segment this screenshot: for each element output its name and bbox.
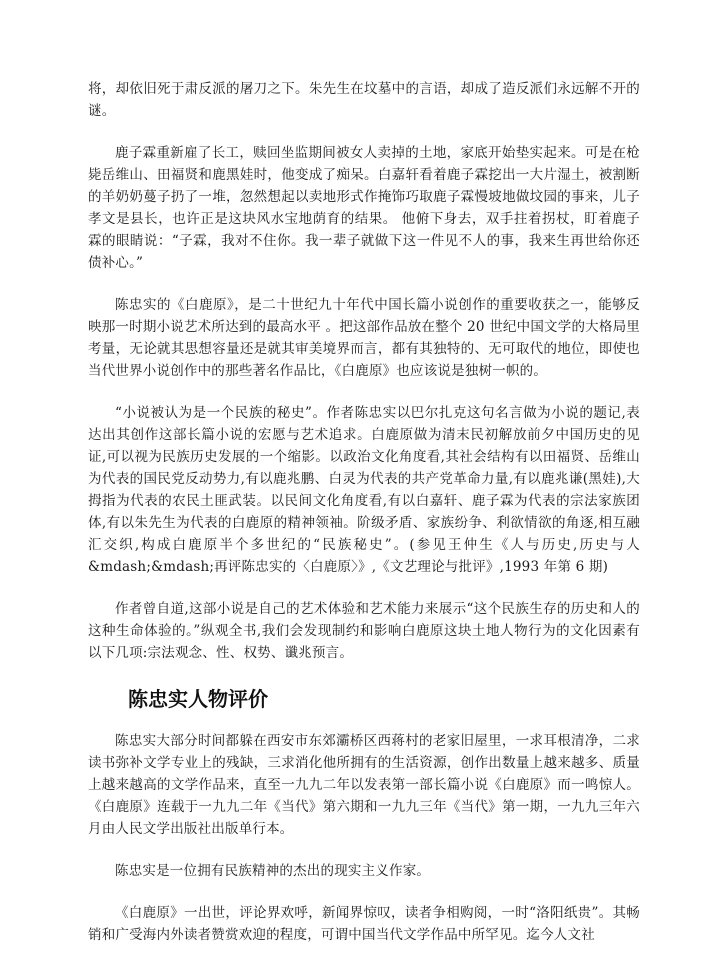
- paragraph-national-secret-history: “小说被认为是一个民族的秘史”。作者陈忠实以巴尔扎克这句名言做为小说的题记,表达出其创作这部长篇小说的宏愿与艺术追求。白鹿原做为清末民初解放前夕中国历史的见证,可以视为民族历史发展的一个缩影。以政治文化角度看,其社会结构有以田福贤、岳维山为代表的国民党反动势力,有以鹿兆鹏、白灵为代表的共产党革命力量,有以鹿兆谦(黑娃),大拇指为代表的农民土匪武装。以民间文化角度看,有以白嘉轩、鹿子霖为代表的宗法家族团体,有以朱先生为代表的白鹿原的精神领袖。阶级矛盾、家族纷争、利欲情欲的角逐,相互融汇交织,构成白鹿原半个多世纪的“民族秘史”。(参见王仲生《人与历史,历史与人&mdash;&mdash;再评陈忠实的〈白鹿原〉》,《文艺理论与批评》,1993 年第 6 期): [88, 405, 640, 575]
- paragraph-reception: 《白鹿原》一出世，评论界欢呼，新闻界惊叹，读者争相购阅，一时“洛阳纸贵”。其畅销和广受海内外读者赞赏欢迎的程度，可谓中国当代文学作品中所罕见。迄今人文社: [88, 905, 640, 943]
- paragraph-continuation: 将，却依旧死于肃反派的屠刀之下。朱先生在坟墓中的言语，却成了造反派们永远解不开的谜。: [88, 81, 640, 119]
- section-heading: 陈忠实人物评价: [128, 687, 268, 711]
- paragraph-author-life: 陈忠实大部分时间都躲在西安市东郊灞桥区西蒋村的老家旧屋里，一求耳根清净，二求读书弥补文学专业上的残缺，三求消化他所拥有的生活资源，创作出数量上越来越多、质量上越来越高的文学作品来，直至一九九二年以发表第一部长篇小说《白鹿原》而一鸣惊人。《白鹿原》连载于一九九二年《当代》第六期和一九九三年《当代》第一期，一九九三年六月由人民文学出版社出版单行本。: [88, 733, 640, 837]
- document-page: [88, 78, 640, 966]
- paragraph-author-statement: 作者曾自道,这部小说是自己的艺术体验和艺术能力来展示“这个民族生存的历史和人的这种生命体验的。”纵观全书,我们会发现制约和影响白鹿原这块土地人物行为的文化因素有以下几项:宗法观念、性、权势、谶兆预言。: [88, 601, 640, 661]
- paragraph-novel-significance: 陈忠实的《白鹿原》，是二十世纪九十年代中国长篇小说创作的重要收获之一，能够反映那一时期小说艺术所达到的最高水平 。把这部作品放在整个 20 世纪中国文学的大格局里考量，无论就其思想容量还是就其审美境界而言，都有其独特的、无可取代的地位，即使也当代世界小说创作中的那些著名作品比，《白鹿原》也应该说是独树一帜的。: [88, 297, 640, 379]
- paragraph-lu-zilin: 鹿子霖重新雇了长工，赎回坐监期间被女人卖掉的土地，家底开始垫实起来。可是在枪毙岳维山、田福贤和鹿黑娃时，他变成了痴呆。白嘉轩看着鹿子霖挖出一大片湿土，被割断的羊奶奶蔓子扔了一堆，忽然想起以卖地形式作掩饰巧取鹿子霖慢坡地做坟园的事来，儿子孝文是县长，也许正是这块风水宝地荫育的结果。 他俯下身去，双手拄着拐杖，盯着鹿子霖的眼睛说：“子霖，我对不住你。我一辈子就做下这一件见不人的事，我来生再世给你还债补心。”: [88, 145, 640, 271]
- paragraph-realist-writer: 陈忠实是一位拥有民族精神的杰出的现实主义作家。: [115, 863, 431, 879]
